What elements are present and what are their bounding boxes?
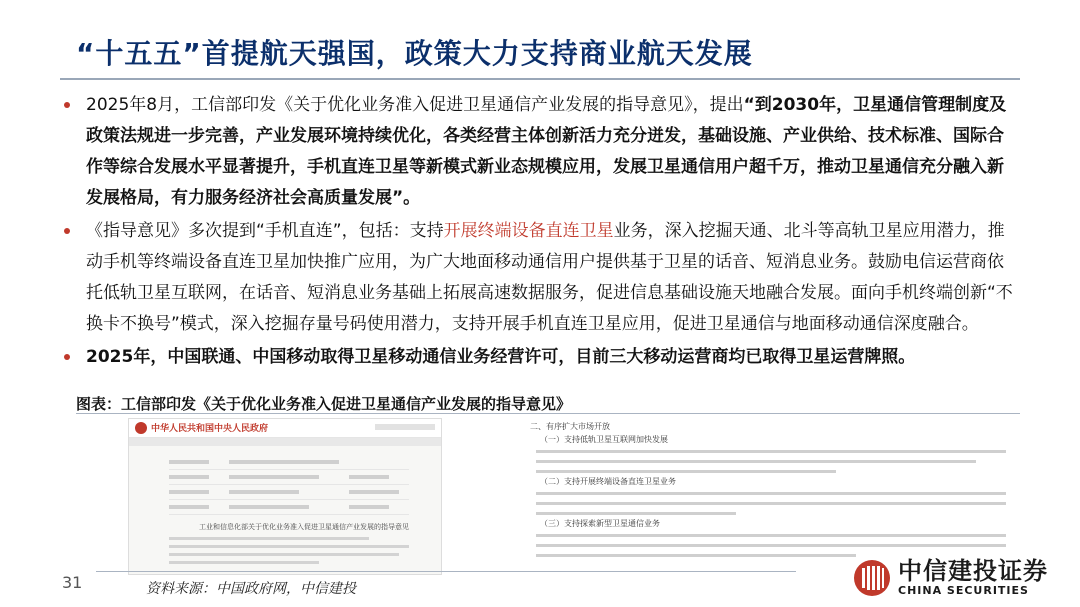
subsection-heading: （三）支持探索新型卫星通信业务: [540, 519, 660, 528]
gov-site-name: 中华人民共和国中央人民政府: [151, 424, 269, 434]
doc-meta-table: [169, 455, 409, 515]
source-note: 资料来源：中国政府网，中信建投: [146, 581, 356, 597]
figure-caption: 图表：工信部印发《关于优化业务准入促进卫星通信产业发展的指导意见》: [76, 395, 572, 413]
bullet-dot-icon: [64, 102, 70, 108]
bullet-item: [64, 342, 1014, 373]
gov-doc-title: 工业和信息化部关于优化业务准入促进卫星通信产业发展的指导意见: [199, 523, 409, 531]
national-emblem-icon: [135, 422, 147, 434]
bullet-text: 2025年8月，工信部印发《关于优化业务准入促进卫星通信产业发展的指导意见》，提出: [86, 95, 744, 115]
figure-divider: [76, 413, 1020, 414]
bullet-dot-icon: [64, 354, 70, 360]
page-title: “十五五”首提航天强国，政策大力支持商业航天发展: [76, 37, 753, 70]
bullet-text: 《指导意见》多次提到“手机直连”，包括：支持: [86, 221, 444, 241]
brand-name-en: CHINA SECURITIES: [898, 584, 1029, 597]
gov-meta-bar: [375, 424, 435, 430]
subsection-heading: （二）支持开展终端设备直连卫星业务: [540, 477, 676, 486]
gov-website-screenshot: [128, 418, 442, 575]
bullet-list: [64, 90, 1014, 375]
title-divider: [60, 78, 1020, 80]
gov-banner: [129, 419, 441, 438]
page-number: 31: [62, 573, 83, 592]
bullet-highlight: 开展终端设备直连卫星: [443, 221, 614, 241]
bullet-text: 2025年，中国联通、中国移动取得卫星移动通信业务经营许可，目前三大移动运营商均已取得卫星运营牌照。: [86, 347, 916, 367]
subsection-heading: （一）支持低轨卫星互联网加快发展: [540, 435, 668, 444]
china-securities-logo-icon: [850, 558, 894, 598]
bullet-text: 业务，深入挖掘天通、北斗等高轨卫星应用潜力，推动手机等终端设备直连卫星加快推广应用，为广大地面移动通信用户提供基于卫星的话音、短消息业务。鼓励电信运营商依托低轨卫星互联网，在话音、短消息业务基础上拓展高速数据服务，促进信息基础设施天地融合发展。面向手机终端创新“不换卡不换号”模式，深入挖掘存量号码使用潜力，支持开展手机直连卫星应用，促进卫星通信与地面移动通信深度融合。: [86, 221, 1013, 334]
bullet-item: [64, 216, 1014, 340]
bullet-quote: “到2030年，卫星通信管理制度及政策法规进一步完善，产业发展环境持续优化，各类经营主体创新活力充分迸发，基础设施、产业供给、技术标准、国际合作等综合发展水平显著提升，手机直连卫星等新模式新业态规模应用，发展卫星通信用户超千万，推动卫星通信充分融入新发展格局，有力服务经济社会高质量发展”。: [86, 95, 1007, 208]
gov-nav-bar: [129, 438, 441, 446]
bullet-item: [64, 90, 1014, 214]
policy-text-screenshot: [522, 418, 1022, 570]
bullet-dot-icon: [64, 228, 70, 234]
footer-divider: [96, 571, 796, 572]
brand-name-cn: 中信建投证券: [898, 557, 1048, 585]
section-heading: 二、有序扩大市场开放: [530, 422, 610, 431]
